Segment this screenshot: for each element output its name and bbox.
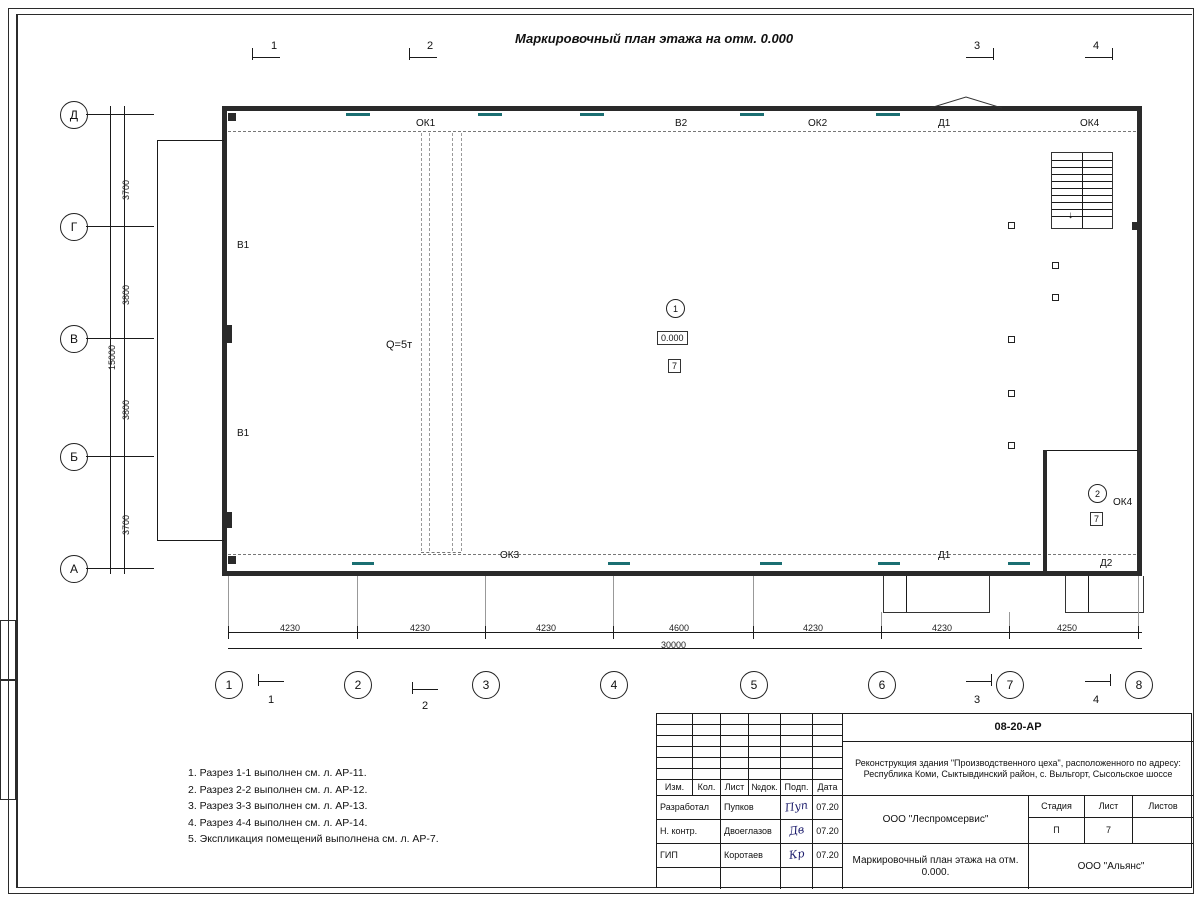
note-5: 5. Экспликация помещений выполнена см. л. АР-7. xyxy=(188,833,439,845)
signature-1: Пуп xyxy=(784,798,809,815)
fold-mark-2 xyxy=(0,680,16,800)
crane-rail-right-b xyxy=(461,133,462,551)
rev-cell-r3c3 xyxy=(721,736,749,747)
rev-cell-r5c4 xyxy=(749,758,781,769)
date-1: 07.20 xyxy=(813,796,843,820)
section-tick-top-4 xyxy=(1112,48,1113,60)
section-mark-top-2: 2 xyxy=(427,40,434,52)
signature-3: Кр xyxy=(787,847,805,863)
beam-bottom-5 xyxy=(1008,562,1030,565)
label-v2: В2 xyxy=(675,118,688,129)
column-top-left xyxy=(228,113,236,121)
list-header: Лист xyxy=(1085,796,1133,818)
wall-top xyxy=(222,106,1142,111)
axis-ext-4 xyxy=(613,576,614,626)
crane-rail-left-b xyxy=(429,133,430,551)
dimtick-h-1 xyxy=(228,626,229,639)
dim-vert-3700-top: 3700 xyxy=(121,179,131,200)
finish-mark-2: 7 xyxy=(1090,512,1103,526)
section-mark-bottom-1: 1 xyxy=(268,694,275,706)
name-1: Пупков xyxy=(721,796,781,820)
rev-cell-r6c1 xyxy=(657,769,693,780)
dimtick-h-6 xyxy=(881,626,882,639)
notes-block xyxy=(188,765,439,848)
axis-bubble-2: 2 xyxy=(344,671,372,699)
label-d2: Д2 xyxy=(1100,558,1113,569)
dim-h-4: 4600 xyxy=(669,623,690,633)
axis-bubble-5: 5 xyxy=(740,671,768,699)
elevation-label: 0.000 xyxy=(657,331,688,345)
section-tick-bottom-1 xyxy=(258,674,259,686)
date-4 xyxy=(813,868,843,889)
rev-cell-r3c5 xyxy=(781,736,813,747)
col-header-podp: Подп. xyxy=(781,780,813,796)
beam-bottom-2 xyxy=(608,562,630,565)
room-mark-1: 1 xyxy=(666,299,685,318)
rev-cell-r4c6 xyxy=(813,747,843,758)
staircase xyxy=(1051,152,1113,229)
stage-header: Стадия xyxy=(1029,796,1085,818)
lists-header: Листов xyxy=(1133,796,1193,818)
section-tick-top-1 xyxy=(252,48,253,60)
rev-cell-r5c3 xyxy=(721,758,749,769)
section-tick-bottom-3 xyxy=(991,674,992,686)
dim-vert-3800-b: 3800 xyxy=(121,399,131,420)
crane-rail-left-a xyxy=(421,133,422,551)
axis-ext-5 xyxy=(753,576,754,626)
annex-top-line xyxy=(157,140,224,141)
annex-left-line xyxy=(157,140,158,540)
axis-ext-3 xyxy=(485,576,486,626)
axis-bubble-3: 3 xyxy=(472,671,500,699)
inner-offset-top xyxy=(228,131,1136,132)
section-mark-bottom-2: 2 xyxy=(422,700,429,712)
label-ok2: ОК2 xyxy=(808,118,828,129)
dim-h-1: 4230 xyxy=(280,623,301,633)
date-2: 07.20 xyxy=(813,820,843,844)
beam-top-5 xyxy=(876,113,900,116)
signature-2: Дв xyxy=(787,823,805,839)
dimtick-h-8 xyxy=(1138,626,1139,639)
rev-cell-r1c4 xyxy=(749,714,781,725)
porch-2 xyxy=(1065,576,1144,613)
porch-1 xyxy=(883,576,990,613)
label-d1-top: Д1 xyxy=(938,118,951,129)
note-3: 3. Разрез 3-3 выполнен см. л. АР-13. xyxy=(188,800,368,812)
fold-mark-1 xyxy=(0,620,16,680)
label-d1-bottom: Д1 xyxy=(938,550,951,561)
beam-top-2 xyxy=(478,113,502,116)
dimtick-h-4 xyxy=(613,626,614,639)
project-code: 08-20-АР xyxy=(843,714,1193,742)
annex-bottom-line xyxy=(157,540,224,541)
axis-ext-6 xyxy=(881,612,882,626)
rev-cell-r2c1 xyxy=(657,725,693,736)
label-ok4-bottom: ОК4 xyxy=(1113,497,1133,508)
section-line-top-1 xyxy=(252,57,280,58)
rev-cell-r5c2 xyxy=(693,758,721,769)
label-ok1: ОК1 xyxy=(416,118,436,129)
rev-cell-r1c2 xyxy=(693,714,721,725)
sign-1 xyxy=(781,796,813,820)
role-2: Н. контр. xyxy=(657,820,721,844)
label-v1-lower: В1 xyxy=(237,428,250,439)
rev-cell-r5c6 xyxy=(813,758,843,769)
rev-cell-r4c3 xyxy=(721,747,749,758)
beam-top-4 xyxy=(740,113,764,116)
section-mark-top-4: 4 xyxy=(1093,40,1100,52)
dimtick-v-4 xyxy=(118,456,131,457)
dimtick-h-7 xyxy=(1009,626,1010,639)
beam-bottom-3 xyxy=(760,562,782,565)
rev-cell-r2c2 xyxy=(693,725,721,736)
section-tick-bottom-4 xyxy=(1110,674,1111,686)
label-v1-upper: В1 xyxy=(237,240,250,251)
dim-h-total: 30000 xyxy=(661,640,687,650)
rev-cell-r3c6 xyxy=(813,736,843,747)
beam-top-3 xyxy=(580,113,604,116)
rev-cell-r1c1 xyxy=(657,714,693,725)
axis-ext-2 xyxy=(357,576,358,626)
rev-cell-r1c6 xyxy=(813,714,843,725)
note-4: 4. Разрез 4-4 выполнен см. л. АР-14. xyxy=(188,816,368,829)
role-3: ГИП xyxy=(657,844,721,868)
axis-ext-8 xyxy=(1138,576,1139,626)
section-line-bottom-4 xyxy=(1085,681,1111,682)
col-header-ndok: №док. xyxy=(749,780,781,796)
dim-h-5: 4230 xyxy=(803,623,824,633)
rev-cell-r3c4 xyxy=(749,736,781,747)
rev-cell-r4c2 xyxy=(693,747,721,758)
axis-ext-7 xyxy=(1009,612,1010,626)
column-mark-3 xyxy=(1052,294,1059,301)
role-1: Разработал xyxy=(657,796,721,820)
dim-h-7: 4250 xyxy=(1057,623,1078,633)
customer-name: ООО "Леспромсервис" xyxy=(843,796,1029,844)
rev-cell-r2c3 xyxy=(721,725,749,736)
rev-cell-r1c3 xyxy=(721,714,749,725)
section-mark-top-1: 1 xyxy=(271,40,278,52)
rev-cell-r4c4 xyxy=(749,747,781,758)
wall-jog-left-1 xyxy=(222,325,232,343)
name-2: Двоеглазов xyxy=(721,820,781,844)
dimtick-v-2 xyxy=(118,226,131,227)
object-description: Реконструкция здания "Производственного цеха", расположенного по адресу: Республика Коми, Сыктывдинский район, с. Выльгорт, Сысольское шоссе xyxy=(843,742,1193,796)
dim-vert-total: 15000 xyxy=(107,344,117,370)
rev-cell-r3c2 xyxy=(693,736,721,747)
axis-bubble-d: Д xyxy=(60,101,88,129)
dimtick-v-1 xyxy=(118,114,131,115)
crane-rail-bottom-tie xyxy=(421,552,461,553)
axis-bubble-4: 4 xyxy=(600,671,628,699)
room2-top-wall xyxy=(1043,450,1138,451)
wall-jog-right-1 xyxy=(1132,222,1142,230)
porch-1-step xyxy=(906,576,907,612)
axis-bubble-a: А xyxy=(60,555,88,583)
sign-3 xyxy=(781,844,813,868)
drawing-title: Маркировочный план этажа на отм. 0.000 xyxy=(515,31,794,46)
stage-value: П xyxy=(1029,818,1085,844)
beam-bottom-1 xyxy=(352,562,374,565)
designer-name: ООО "Альянс" xyxy=(1077,860,1145,872)
dim-vert-3700-bottom: 3700 xyxy=(121,514,131,535)
rev-cell-r2c6 xyxy=(813,725,843,736)
section-line-top-3 xyxy=(966,57,994,58)
rev-cell-r5c1 xyxy=(657,758,693,769)
column-mark-6 xyxy=(1008,442,1015,449)
section-tick-bottom-2 xyxy=(412,682,413,694)
title-block xyxy=(656,713,1192,888)
rev-cell-r6c2 xyxy=(693,769,721,780)
col-header-data: Дата xyxy=(813,780,843,796)
rev-cell-r6c3 xyxy=(721,769,749,780)
section-tick-top-2 xyxy=(409,48,410,60)
role-4 xyxy=(657,868,721,889)
name-4 xyxy=(721,868,781,889)
date-3: 07.20 xyxy=(813,844,843,868)
section-line-bottom-2 xyxy=(412,689,438,690)
rev-cell-r4c5 xyxy=(781,747,813,758)
wall-jog-left-2 xyxy=(222,512,232,528)
axis-bubble-7: 7 xyxy=(996,671,1024,699)
rev-cell-r3c1 xyxy=(657,736,693,747)
lists-value xyxy=(1133,818,1193,844)
sign-2 xyxy=(781,820,813,844)
sheet-name: Маркировочный план этажа на отм. 0.000. xyxy=(843,844,1029,889)
column-mark-1 xyxy=(1008,222,1015,229)
porch-2-step xyxy=(1088,576,1089,612)
section-line-top-2 xyxy=(409,57,437,58)
axis-bubble-g: Г xyxy=(60,213,88,241)
room2-left-wall xyxy=(1043,450,1047,576)
label-ok4-top: ОК4 xyxy=(1080,118,1100,129)
ridge-chevron xyxy=(930,96,1002,110)
column-bottom-left xyxy=(228,556,236,564)
dim-vert-3800-a: 3800 xyxy=(121,284,131,305)
dim-h-3: 4230 xyxy=(536,623,557,633)
rev-cell-r6c6 xyxy=(813,769,843,780)
dimline-outer-vert xyxy=(110,106,111,574)
rev-cell-r6c5 xyxy=(781,769,813,780)
room-mark-2: 2 xyxy=(1088,484,1107,503)
dimtick-v-5 xyxy=(118,568,131,569)
crane-rail-right-a xyxy=(452,133,453,551)
dim-h-2: 4230 xyxy=(410,623,431,633)
rev-cell-r5c5 xyxy=(781,758,813,769)
note-2: 2. Разрез 2-2 выполнен см. л. АР-12. xyxy=(188,783,368,796)
stair-direction-arrow: ↓ xyxy=(1068,210,1073,221)
col-header-kol: Кол. xyxy=(693,780,721,796)
column-mark-2 xyxy=(1052,262,1059,269)
rev-cell-r2c5 xyxy=(781,725,813,736)
section-line-top-4 xyxy=(1085,57,1113,58)
section-mark-bottom-4: 4 xyxy=(1093,694,1100,706)
axis-bubble-v: В xyxy=(60,325,88,353)
dim-h-6: 4230 xyxy=(932,623,953,633)
dimtick-h-2 xyxy=(357,626,358,639)
dimline-inner-vert xyxy=(124,106,125,574)
axis-bubble-6: 6 xyxy=(868,671,896,699)
sign-4 xyxy=(781,868,813,889)
section-mark-bottom-3: 3 xyxy=(974,694,981,706)
axis-bubble-8: 8 xyxy=(1125,671,1153,699)
col-header-list: Лист xyxy=(721,780,749,796)
crane-capacity-label: Q=5т xyxy=(386,339,413,351)
col-header-izm: Изм. xyxy=(657,780,693,796)
inner-offset-bottom xyxy=(228,554,1136,555)
dimtick-h-5 xyxy=(753,626,754,639)
rev-cell-r4c1 xyxy=(657,747,693,758)
finish-mark-1: 7 xyxy=(668,359,681,373)
axis-bubble-1: 1 xyxy=(215,671,243,699)
beam-bottom-4 xyxy=(878,562,900,565)
list-value: 7 xyxy=(1085,818,1133,844)
wall-right xyxy=(1137,106,1142,576)
wall-bottom xyxy=(222,571,1142,576)
note-1: 1. Разрез 1-1 выполнен см. л. АР-11. xyxy=(188,767,367,779)
beam-top-1 xyxy=(346,113,370,116)
rev-cell-r6c4 xyxy=(749,769,781,780)
axis-ext-1 xyxy=(228,576,229,626)
dimtick-v-3 xyxy=(118,338,131,339)
section-tick-top-3 xyxy=(993,48,994,60)
label-ok3: ОК3 xyxy=(500,550,520,561)
axis-bubble-b: Б xyxy=(60,443,88,471)
section-line-bottom-1 xyxy=(258,681,284,682)
section-line-bottom-3 xyxy=(966,681,992,682)
rev-cell-r2c4 xyxy=(749,725,781,736)
section-mark-top-3: 3 xyxy=(974,40,981,52)
name-3: Коротаев xyxy=(721,844,781,868)
rev-cell-r1c5 xyxy=(781,714,813,725)
column-mark-4 xyxy=(1008,336,1015,343)
column-mark-5 xyxy=(1008,390,1015,397)
dimtick-h-3 xyxy=(485,626,486,639)
